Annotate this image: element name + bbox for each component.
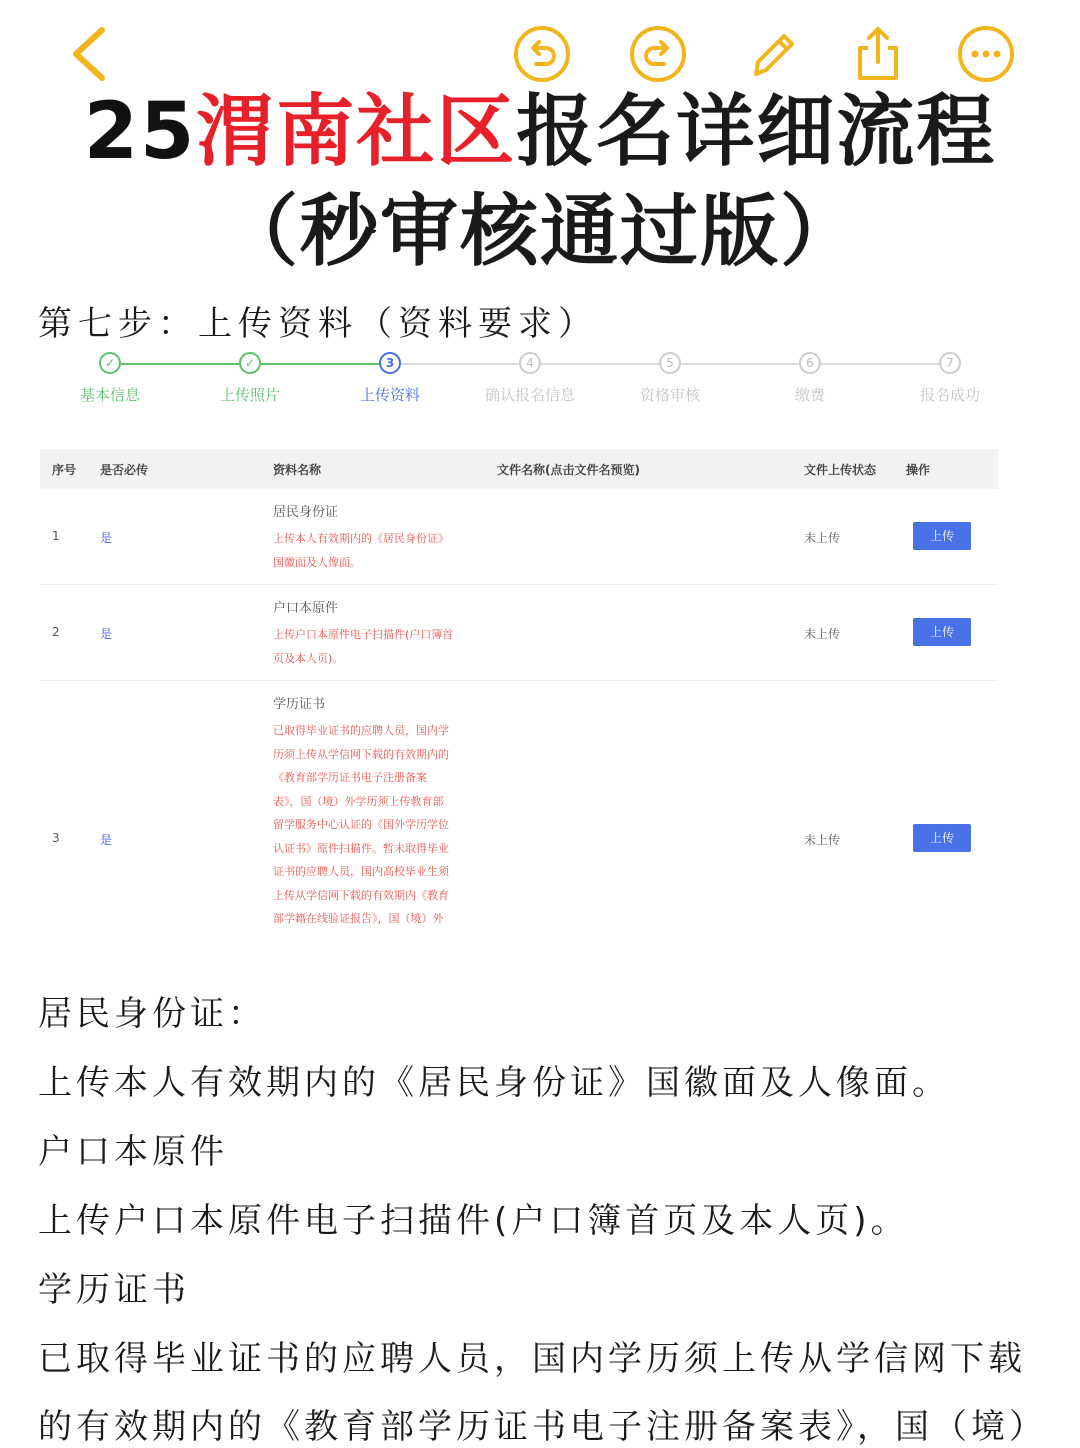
redo-icon[interactable] [628, 24, 688, 84]
table-row [40, 585, 998, 681]
step-upload-photo [180, 348, 320, 405]
row-doc-name: 居民身份证 [273, 505, 339, 520]
note-line: 户口本原件 [38, 1132, 228, 1172]
check-icon: ✓ [99, 352, 121, 374]
row-required: 是 [100, 833, 113, 847]
step-number: 5 [659, 352, 681, 374]
row-doc-desc: 已取得毕业证书的应聘人员，国内学 历须上传从学信网下载的有效期内的 《教育部学历证书电子注册备案 表》，国（境）外学历须上传教育部 留学服务中心认证的《国外学历学位 认证书》原件扫描件。暂未取得毕业 证书的应聘人员，国内高校毕业生须 上传从学信网下载的有效期内《教育 部学籍在线验证报告》，国（境）外 [273, 724, 449, 925]
note-line: 学历证书 [38, 1270, 190, 1310]
top-toolbar [0, 0, 1080, 100]
share-icon[interactable] [848, 24, 908, 84]
step-label: 基本信息 [79, 386, 140, 404]
header-name: 资料名称 [273, 463, 322, 477]
progress-line [110, 363, 250, 365]
step-label: 报名成功 [919, 386, 980, 404]
step-number: 7 [939, 352, 961, 374]
header-file: 文件名称(点击文件名预览) [497, 463, 640, 477]
note-line: 上传本人有效期内的《居民身份证》国徽面及人像面。 [38, 1063, 950, 1103]
step-number: 4 [519, 352, 541, 374]
step-label: 上传照片 [219, 386, 280, 404]
step-label: 资格审核 [639, 386, 700, 404]
upload-button[interactable]: 上传 [913, 522, 971, 550]
step-label: 缴费 [794, 386, 825, 404]
note-line: 居民身份证： [38, 994, 266, 1034]
back-icon[interactable] [62, 24, 118, 84]
row-doc-name: 学历证书 [273, 697, 326, 712]
title-number: 25 [83, 87, 197, 177]
step-confirm-info [460, 348, 600, 405]
row-required: 是 [100, 531, 113, 545]
note-line: 已取得毕业证书的应聘人员，国内学历须上传从学信网下载 [38, 1339, 1026, 1379]
title-rest: 报名详细流程 [516, 87, 997, 177]
step-payment [740, 348, 880, 405]
upload-button[interactable]: 上传 [913, 824, 971, 852]
row-doc-desc: 上传户口本原件电子扫描件(户口簿首 页及本人页)。 [273, 628, 454, 665]
step-qualification-review [600, 348, 740, 405]
note-line: 的有效期内的《教育部学历证书电子注册备案表》，国（境） [38, 1407, 1047, 1447]
step-success [880, 348, 1020, 405]
step-label: 上传资料 [359, 386, 420, 404]
row-doc-desc: 上传本人有效期内的《居民身份证》 国徽面及人像面。 [273, 532, 449, 569]
table-row [40, 489, 998, 585]
undo-icon[interactable] [512, 24, 572, 84]
header-op: 操作 [906, 463, 931, 477]
edit-icon[interactable] [742, 24, 802, 84]
note-line: 上传户口本原件电子扫描件(户口簿首页及本人页)。 [38, 1201, 909, 1241]
row-status: 未上传 [804, 531, 841, 545]
row-doc-name: 户口本原件 [273, 601, 339, 616]
more-icon[interactable] [956, 24, 1016, 84]
progress-steps [40, 348, 1020, 418]
check-icon: ✓ [239, 352, 261, 374]
row-seq: 2 [52, 625, 60, 639]
row-status: 未上传 [804, 833, 841, 847]
step-label: 确认报名信息 [484, 386, 575, 404]
step-basic-info [40, 348, 180, 405]
row-status: 未上传 [804, 627, 841, 641]
progress-line [250, 363, 390, 365]
title-highlight: 渭南社区 [196, 87, 517, 177]
step-number: 3 [379, 352, 401, 374]
header-seq: 序号 [52, 463, 77, 477]
step-number: 6 [799, 352, 821, 374]
header-status: 文件上传状态 [804, 463, 877, 477]
page-title [0, 86, 1080, 178]
page-subtitle: （秒审核通过版） [219, 187, 860, 277]
step-heading: 第七步：上传资料（资料要求） [38, 304, 598, 344]
table-row [40, 681, 998, 936]
row-seq: 1 [52, 529, 60, 543]
upload-table [40, 449, 998, 936]
header-required: 是否必传 [100, 463, 149, 477]
table-header [40, 449, 998, 489]
row-required: 是 [100, 627, 113, 641]
upload-button[interactable]: 上传 [913, 618, 971, 646]
row-seq: 3 [52, 831, 60, 845]
step-upload-docs [320, 348, 460, 405]
